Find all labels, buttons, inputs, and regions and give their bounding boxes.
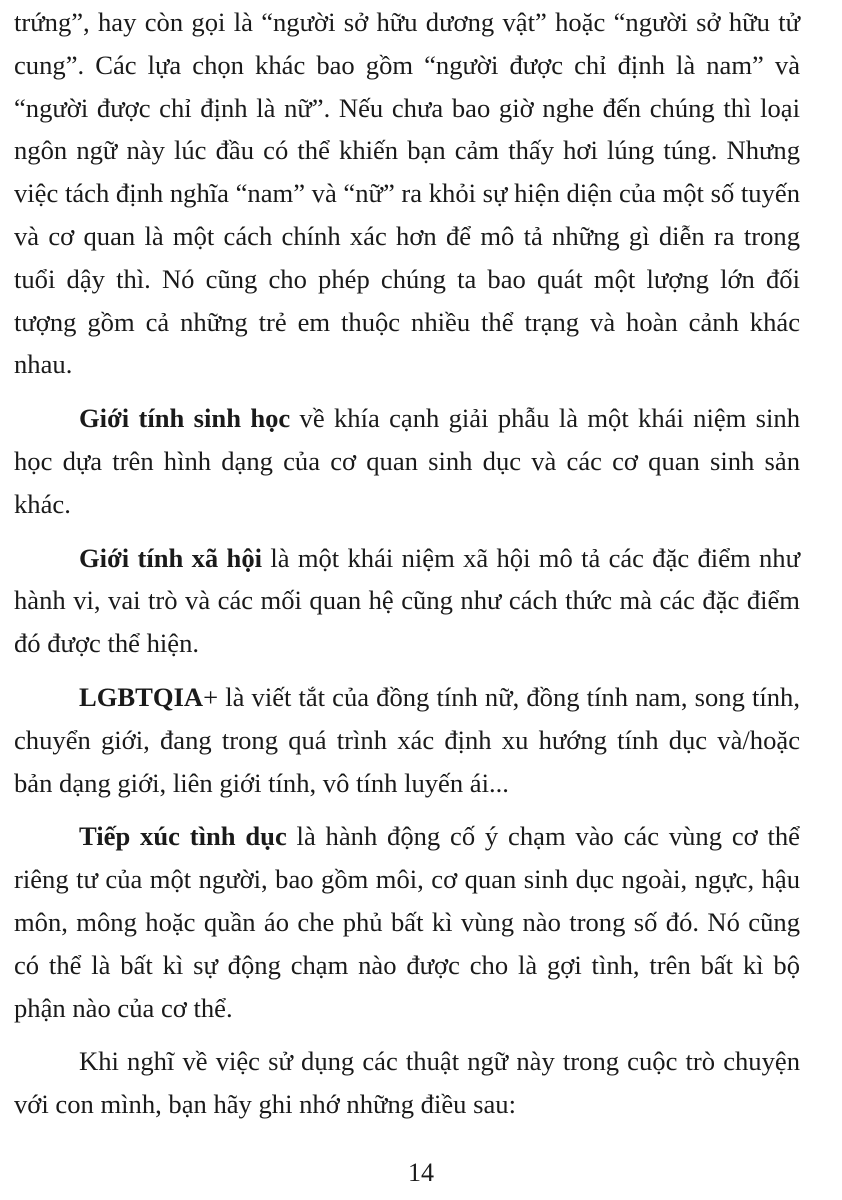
paragraph-gender (14, 537, 800, 665)
paragraph-intro: trứng”, hay còn gọi là “người sở hữu dương vật” hoặc “người sở hữu tử cung”. Các lựa chọn khác bao gồm “người được chỉ định là nam” và “người được chỉ định là nữ”. Nếu chưa bao giờ nghe đến chúng thì loại ngôn ngữ này lúc đầu có thể khiến bạn cảm thấy hơi lúng túng. Nhưng việc tách định nghĩa “nam” và “nữ” ra khỏi sự hiện diện của một số tuyến và cơ quan là một cách chính xác hơn để mô tả những gì diễn ra trong tuổi dậy thì. Nó cũng cho phép chúng ta bao quát một lượng lớn đối tượng gồm cả những trẻ em thuộc nhiều thể trạng và hoàn cảnh khác nhau. (14, 7, 800, 380)
definition-gender: là một khái niệm xã hội mô tả các đặc điểm như hành vi, vai trò và các mối quan hệ cũng như cách thức mà các đặc điểm đó được thể hiện. (14, 542, 800, 659)
paragraph-sexual-contact (14, 815, 800, 1029)
paragraph-biological-sex (14, 397, 800, 525)
paragraph-closing: Khi nghĩ về việc sử dụng các thuật ngữ này trong cuộc trò chuyện với con mình, bạn hãy ghi nhớ những điều sau: (14, 1046, 800, 1120)
page-number: 14 (408, 1158, 434, 1187)
definition-lgbtqia: + là viết tắt của đồng tính nữ, đồng tính nam, song tính, chuyển giới, đang trong quá trình xác định xu hướng tính dục và/hoặc bản dạng giới, liên giới tính, vô tính luyến ái... (14, 681, 800, 798)
definition-biological-sex: về khía cạnh giải phẫu là một khái niệm sinh học dựa trên hình dạng của cơ quan sinh dục và các cơ quan sinh sản khác. (14, 403, 801, 519)
term-gender: Giới tính xã hội (79, 542, 263, 573)
term-lgbtqia: LGBTQIA (79, 681, 204, 712)
page-body (14, 0, 800, 1126)
term-sexual-contact: Tiếp xúc tình dục (79, 821, 287, 852)
term-biological-sex: Giới tính sinh học (79, 403, 291, 434)
paragraph-lgbtqia (14, 676, 800, 804)
definition-sexual-contact: là hành động cố ý chạm vào các vùng cơ thể riêng tư của một người, bao gồm môi, cơ quan sinh dục ngoài, ngực, hậu môn, mông hoặc quần áo che phủ bất kì vùng nào trong số đó. Nó cũng có thể là bất kì sự động chạm nào được cho là gợi tình, trên bất kì bộ phận nào của cơ thể. (14, 821, 800, 1023)
